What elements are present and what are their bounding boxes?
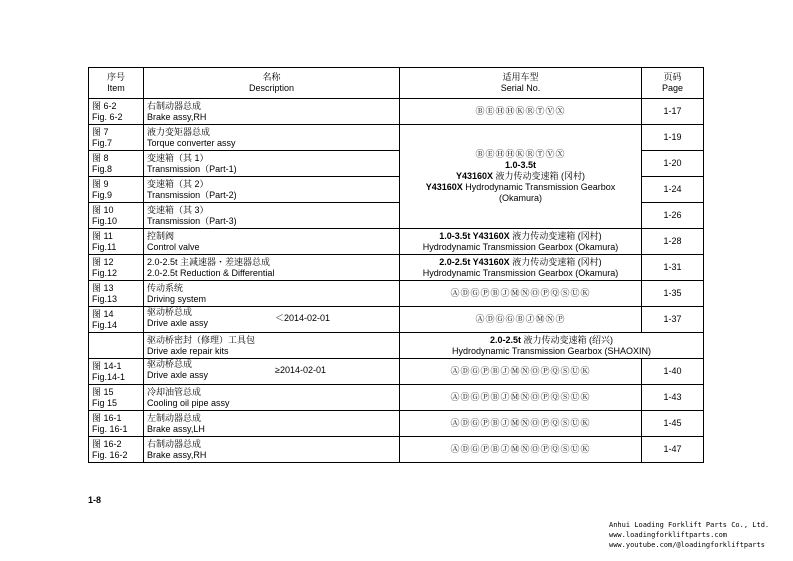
footer-company-info — [609, 520, 769, 550]
item-cell — [89, 281, 144, 307]
header-item-en: Item — [107, 83, 125, 93]
serial-codes: ⒶⒹⒼⒼⒷⒿⓂⓃⓅ — [475, 314, 566, 324]
description-cn: 左制动器总成 — [147, 412, 202, 423]
header-serial-cn: 适用车型 — [502, 72, 539, 82]
page-cell: 1-24 — [642, 177, 704, 203]
description-cn: 驱动桥密封（修理）工具包 — [147, 334, 256, 345]
item-en: Fig.12 — [92, 267, 118, 278]
item-cell — [89, 255, 144, 281]
item-cell — [89, 229, 144, 255]
description-en: Drive axle repair kits — [147, 345, 229, 356]
item-en: Fig.14 — [92, 319, 118, 330]
date-condition: ≥2014-02-01 — [275, 365, 326, 375]
description-en: Cooling oil pipe assy — [147, 397, 230, 408]
page-cell: 1-26 — [642, 203, 704, 229]
item-cell — [89, 385, 144, 411]
item-cell — [89, 203, 144, 229]
table-row — [89, 125, 704, 151]
serial-maker: (Okamura) — [498, 193, 542, 203]
serial-gearbox-cn: 液力传动变速箱 (绍兴) — [521, 334, 614, 345]
description-cell — [144, 203, 400, 229]
serial-gearbox-en: Hydrodynamic Transmission Gearbox (Okamura) — [422, 267, 619, 278]
item-cell — [89, 437, 144, 463]
serial-gearbox-en: Hydrodynamic Transmission Gearbox (Okamura) — [422, 241, 619, 252]
description-en: 2.0-2.5t Reduction & Differential — [147, 267, 275, 278]
page-cell: 1-20 — [642, 151, 704, 177]
page-cell: 1-47 — [642, 437, 704, 463]
item-cell — [89, 359, 144, 385]
serial-gearbox-en: Hydrodynamic Transmission Gearbox — [462, 182, 616, 192]
table-row — [89, 255, 704, 281]
item-en: Fig.11 — [92, 241, 117, 252]
table-row — [89, 229, 704, 255]
header-page — [642, 68, 704, 99]
description-en: Drive axle assy — [147, 318, 209, 328]
item-en: Fig.9 — [92, 189, 113, 200]
serial-cell-transmission-group — [400, 125, 642, 229]
serial-tonnage: 1.0-3.5t — [504, 160, 537, 170]
serial-gearbox-en: Hydrodynamic Transmission Gearbox (SHAOXIN) — [451, 345, 652, 356]
description-en: Transmission（Part-2) — [147, 189, 237, 200]
description-cn: 传动系统 — [147, 282, 184, 293]
description-cell — [144, 177, 400, 203]
description-cell — [144, 255, 400, 281]
description-en: Driving system — [147, 293, 207, 304]
page-cell: 1-19 — [642, 125, 704, 151]
footer-website-link[interactable]: www.loadingforkliftparts.com — [609, 531, 728, 539]
description-cell — [144, 359, 400, 385]
description-en: Brake assy,LH — [147, 423, 205, 434]
header-description — [144, 68, 400, 99]
description-cell — [144, 125, 400, 151]
serial-model: 2.0-2.5t Y43160X — [439, 256, 510, 267]
description-cell — [144, 333, 400, 359]
table-row — [89, 437, 704, 463]
description-cn: 右制动器总成 — [147, 438, 202, 449]
item-cn: 图 11 — [92, 230, 113, 241]
description-cell — [144, 307, 400, 333]
header-item — [89, 68, 144, 99]
page-number: 1-8 — [88, 495, 102, 505]
serial-model: Y43160X — [455, 171, 494, 181]
table-header-row — [89, 68, 704, 99]
header-page-en: Page — [661, 83, 684, 93]
description-cn: 变速箱（其 2） — [147, 178, 209, 189]
item-cell — [89, 333, 144, 359]
page-cell: 1-45 — [642, 411, 704, 437]
serial-cell — [400, 229, 642, 255]
table-row — [89, 307, 704, 333]
header-item-cn: 序号 — [106, 72, 125, 82]
description-cell — [144, 411, 400, 437]
serial-cell — [400, 281, 642, 307]
item-cn: 图 13 — [92, 282, 114, 293]
page-cell: 1-35 — [642, 281, 704, 307]
serial-cell — [400, 307, 642, 333]
footer-youtube-link[interactable]: www.youtube.com/@loadingforkliftparts — [609, 541, 765, 549]
description-cell — [144, 229, 400, 255]
page-cell: 1-40 — [642, 359, 704, 385]
table-row — [89, 99, 704, 125]
serial-cell — [400, 99, 642, 125]
description-en: Transmission（Part-1) — [147, 163, 237, 174]
item-en: Fig. 6-2 — [92, 111, 123, 122]
item-cn: 图 8 — [92, 152, 109, 163]
page-cell: 1-31 — [642, 255, 704, 281]
item-cn: 图 16-1 — [92, 412, 122, 423]
serial-cell — [400, 437, 642, 463]
table-row — [89, 385, 704, 411]
serial-cell — [400, 411, 642, 437]
serial-codes: ⒶⒹⒼⓅⒷⒿⓂⓃⓄⓅⓆⓈⓊⓀ — [450, 392, 591, 402]
serial-codes: ⒶⒹⒼⓅⒷⒿⓂⓃⓄⓅⓆⓈⓊⓀ — [450, 288, 591, 298]
page-cell: 1-43 — [642, 385, 704, 411]
description-cn: 右制动器总成 — [147, 100, 202, 111]
header-description-cn: 名称 — [262, 72, 281, 82]
serial-model: 2.0-2.5t — [489, 334, 522, 345]
description-cn: 控制阀 — [147, 230, 175, 241]
item-cn: 图 10 — [92, 204, 114, 215]
item-cn: 图 7 — [92, 126, 109, 137]
description-cn: 冷却油管总成 — [147, 386, 202, 397]
item-en: Fig.8 — [92, 163, 113, 174]
description-cn: 驱动桥总成 — [147, 359, 193, 369]
description-cell — [144, 281, 400, 307]
description-en: Transmission（Part-3) — [147, 215, 237, 226]
item-cell — [89, 307, 144, 333]
item-cn: 图 6-2 — [92, 100, 117, 111]
table-row — [89, 333, 704, 359]
serial-gearbox-cn: 液力传动变速箱 (冈村) — [493, 171, 586, 181]
serial-cell — [400, 255, 642, 281]
serial-gearbox-cn: 液力传动变速箱 (冈村) — [509, 256, 602, 267]
item-cell — [89, 125, 144, 151]
description-cn: 驱动桥总成 — [147, 307, 193, 317]
table-row — [89, 359, 704, 385]
item-cell — [89, 411, 144, 437]
parts-index-table — [88, 67, 704, 463]
date-condition: ＜2014-02-01 — [275, 313, 331, 323]
item-cell — [89, 151, 144, 177]
footer-company-name: Anhui Loading Forklift Parts Co., Ltd. — [609, 521, 770, 529]
table-row — [89, 281, 704, 307]
item-en: Fig 15 — [92, 397, 118, 408]
item-cn: 图 16-2 — [92, 438, 122, 449]
serial-codes: ⒶⒹⒼⓅⒷⒿⓂⓃⓄⓅⓆⓈⓊⓀ — [450, 444, 591, 454]
description-cn: 变速箱（其 1） — [147, 152, 209, 163]
serial-codes: ⒶⒹⒼⓅⒷⒿⓂⓃⓄⓅⓆⓈⓊⓀ — [450, 366, 591, 376]
description-en: Brake assy,RH — [147, 111, 207, 122]
serial-cell — [400, 385, 642, 411]
description-cn: 2.0-2.5t 主减速器・差速器总成 — [147, 256, 271, 267]
description-cell — [144, 151, 400, 177]
item-cn: 图 14 — [92, 308, 114, 319]
header-description-en: Description — [248, 83, 295, 93]
item-cn: 图 14-1 — [92, 360, 122, 371]
header-page-cn: 页码 — [663, 72, 682, 82]
page-cell: 1-17 — [642, 99, 704, 125]
description-en: Brake assy,RH — [147, 449, 207, 460]
serial-codes: ⒷⒺⒽⒽⓀⓇⓉⓋⓍ — [475, 106, 566, 116]
serial-gearbox-cn: 液力传动变速箱 (冈村) — [509, 230, 602, 241]
table-row — [89, 411, 704, 437]
description-cell — [144, 385, 400, 411]
serial-model: 1.0-3.5t Y43160X — [439, 230, 510, 241]
item-en: Fig.7 — [92, 137, 113, 148]
description-cell — [144, 437, 400, 463]
description-cell — [144, 99, 400, 125]
description-en: Torque converter assy — [147, 137, 236, 148]
page-cell: 1-37 — [642, 307, 704, 333]
header-serial — [400, 68, 642, 99]
item-cell — [89, 177, 144, 203]
description-en: Drive axle assy — [147, 370, 209, 380]
item-cn: 图 9 — [92, 178, 109, 189]
header-serial-en: Serial No. — [500, 83, 541, 93]
item-en: Fig.10 — [92, 215, 118, 226]
item-en: Fig.14-1 — [92, 371, 126, 382]
item-en: Fig. 16-2 — [92, 449, 128, 460]
serial-model: Y43160X — [425, 182, 463, 192]
description-cn: 液力变矩器总成 — [147, 126, 211, 137]
item-cell — [89, 99, 144, 125]
serial-codes: ⒷⒺⒽⒽⓀⓇⓉⓋⓍ — [475, 149, 566, 159]
serial-cell — [400, 359, 642, 385]
serial-codes: ⒶⒹⒼⓅⒷⒿⓂⓃⓄⓅⓆⓈⓊⓀ — [450, 418, 591, 428]
item-en: Fig. 16-1 — [92, 423, 128, 434]
serial-cell — [400, 333, 704, 359]
page-cell: 1-28 — [642, 229, 704, 255]
item-cn: 图 12 — [92, 256, 114, 267]
item-en: Fig.13 — [92, 293, 118, 304]
item-cn: 图 15 — [92, 386, 114, 397]
description-en: Control valve — [147, 241, 200, 252]
description-cn: 变速箱（其 3） — [147, 204, 209, 215]
